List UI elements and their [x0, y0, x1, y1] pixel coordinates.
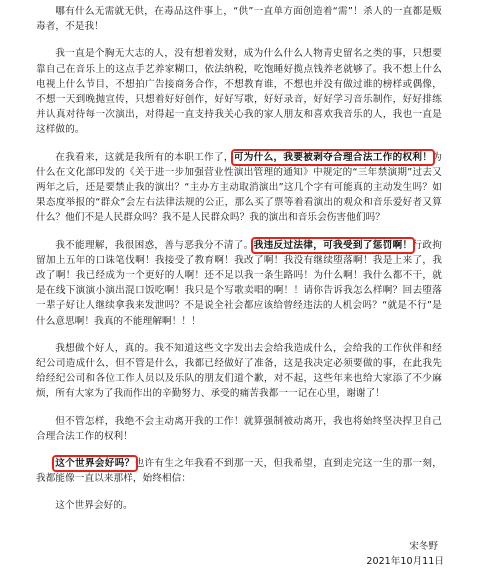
paragraph-1-text: 哪有什么无需就无供，在毒品这件事上，“供”一直单方面创造着“需”！杀人的一直都是贩毒者，不是我！: [36, 6, 442, 33]
paragraph-1: [36, 4, 442, 34]
paragraph-7: [36, 456, 442, 486]
paragraph-4: [36, 238, 442, 329]
signature-date: 2021年10月11日: [366, 556, 444, 567]
paragraph-3: [36, 150, 442, 226]
paragraph-6: [36, 414, 442, 444]
paragraph-5: [36, 341, 442, 402]
paragraph-8: [36, 498, 442, 513]
highlighted-phrase-right-to-work: 可为什么，我要被剥夺合理合法工作的权利！: [233, 151, 433, 163]
paragraph-8-text: 这个世界会好的。: [55, 500, 133, 512]
paragraph-2-text: 我一直是个胸无大志的人，没有想着发财，成为什么什么人物青史留名之类的事，只想要靠自己在音乐上的这点手艺养家糊口，依法纳税，吃饱睡好揽点钱养老就够了。我不想上什么电视上什么节目，不想拍广告接商务合作，不想教育谁，不想也并没有做过谁的榜样或偶像，不想一天到晚抛宣传，只想着好好创作，好好写歌，好好录音，好好学习音乐制作，好好排练并认真对待每一次演出，对得起一直支持我关心我的家人朋友和喜欢我音乐的人，我也一直是这样做的。: [36, 48, 442, 136]
paragraph-6-text: 但不管怎样，我绝不会主动离开我的工作！就算强制被动离开，我也将始终坚决捍卫自己合理合法工作的权利！: [36, 415, 442, 442]
highlighted-phrase-punished: 我违反过法律，可我受到了惩罚啊！: [253, 239, 413, 251]
highlighted-phrase-will-world-be-better: 这个世界会好吗？: [55, 458, 135, 470]
paragraph-4-text-before: 我不能理解，我很困惑，善与恶我分不清了。: [55, 239, 254, 251]
paragraph-4-text-after: 行政拘留加上五年的口诛笔伐啊！我接受了教育啊！我改了啊！我没有继续堕落啊！我是上来了，我改了啊！我已经成为一个更好的人啊！还不足以我一条生路吗！为什么啊！我什么都不干，就是在线下演演小演出混口饭吃啊！我只是个写歌卖唱的啊！！请你告诉我怎么样啊？回去堕落一辈子好让人继续拿我来发泄吗？不是说全社会都应该给曾经违法的人机会吗？“就是不行”是什么意思啊！我真的不能理解啊！！！: [36, 239, 442, 327]
paragraph-3-text-after: 为什么在文化部印发的《关于进一步加强营业性演出管理的通知》中规定的“三年禁演期”过去又两年之后，还是要禁止我的演出？“主办方主动取消演出”这几个字有可能真的主动发生吗？如果态度举报的“群众”会左右法律法规的公正，那么买了票等着看演出的观众和音乐爱好者又算什么？他们不是人民群众吗？我不是人民群众吗？我的演出和音乐会伤害他们吗？: [36, 151, 442, 224]
paragraph-7-text-after: 也许有生之年我看不到那一天，但我希望，直到走完这一生的那一刻，我都能像一直以来那样，始终相信：: [36, 458, 442, 485]
paragraph-3-text-before: 在我看来，这就是我所有的本职工作了，: [55, 151, 234, 163]
signature-name: 宋冬野: [409, 541, 438, 552]
paragraph-5-text: 我想做个好人，真的。我不知道这些文字发出去会给我造成什么，会给我的工作伙伴和经纪公司造成什么，但不管是什么，我都已经做好了准备，这是我决定必须要做的事，在此我先给经纪公司和各位工作人员以及乐队的朋友们道个歉，对不起，这些年来也给大家添了不少麻烦，所有大家为了我而作出的辛勤努力、承受的痛苦我都一一记在心里，谢谢了！: [36, 342, 442, 400]
paragraph-2: [36, 46, 442, 137]
